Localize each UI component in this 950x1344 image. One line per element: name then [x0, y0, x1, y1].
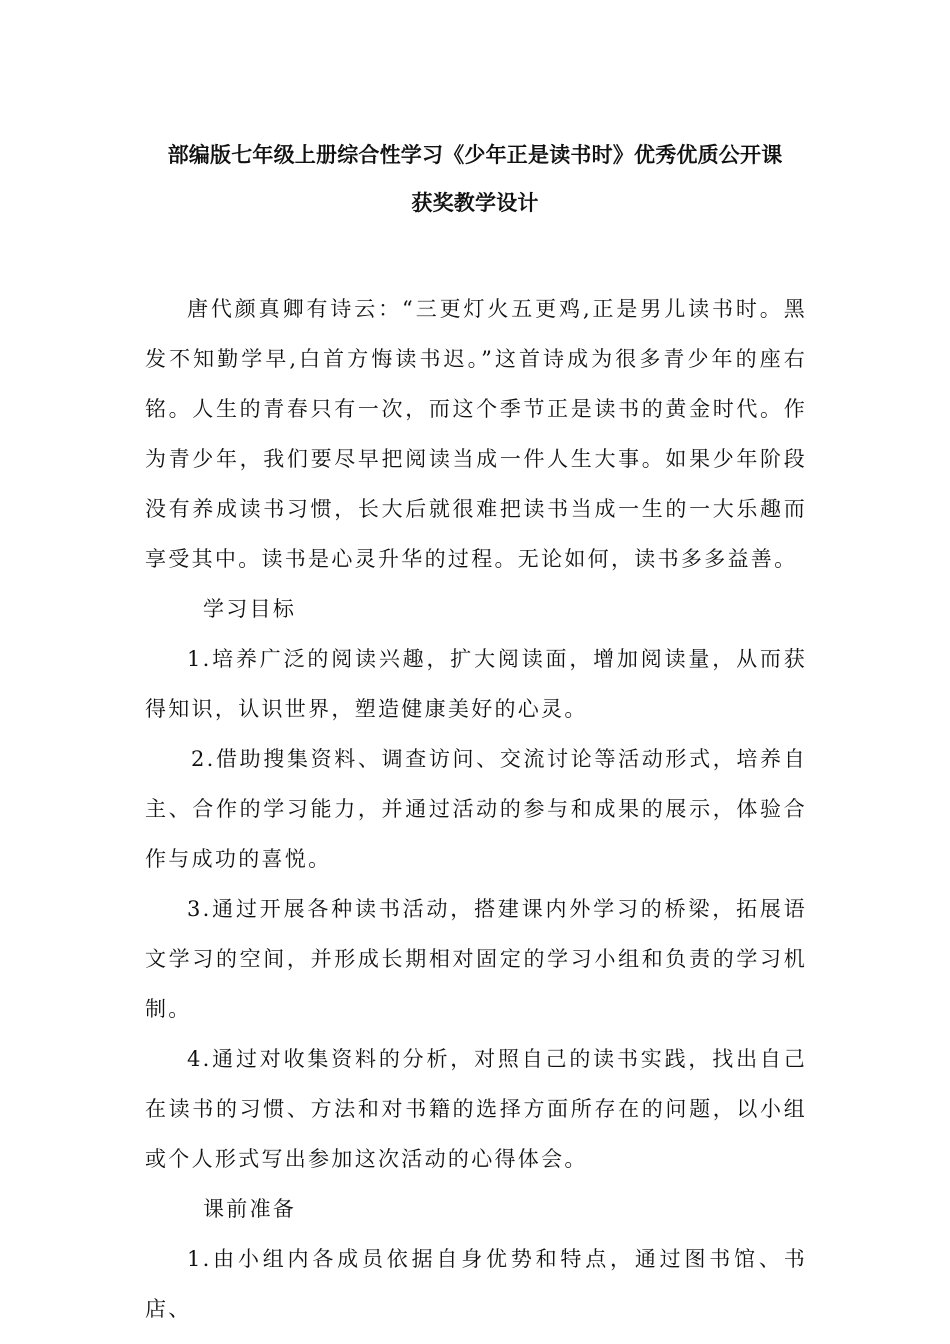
- section-heading-preparation: 课前准备: [203, 1197, 297, 1221]
- title-line-2: 获奖教学设计: [411, 191, 539, 215]
- intro-paragraph: 唐代颜真卿有诗云：“三更灯火五更鸡,正是男儿读书时。黑发不知勤学早,白首方悔读书迟。”这首诗成为很多青少年的座右铭。人生的青春只有一次，而这个季节正是读书的黄金时代。作为青少年，我们要尽早把阅读当成一件人生大事。如果少年阶段没有养成读书习惯，长大后就很难把读书当成一生的一大乐趣而享受其中。读书是心灵升华的过程。无论如何，读书多多益善。: [145, 297, 807, 571]
- section-heading-objectives: 学习目标: [203, 597, 297, 621]
- document-title: [145, 131, 805, 227]
- objective-item-3: 3.通过开展各种读书活动，搭建课内外学习的桥梁，拓展语文学习的空间，并形成长期相对固定的学习小组和负责的学习机制。: [145, 897, 807, 1021]
- preparation-item-1: 1.由小组内各成员依据自身优势和特点，通过图书馆、书店、: [145, 1247, 807, 1321]
- document-body: [145, 284, 807, 1334]
- objective-item-4: 4.通过对收集资料的分析，对照自己的读书实践，找出自己在读书的习惯、方法和对书籍的选择方面所存在的问题，以小组或个人形式写出参加这次活动的心得体会。: [145, 1047, 807, 1171]
- title-line-1: 部编版七年级上册综合性学习《少年正是读书时》优秀优质公开课: [167, 143, 783, 167]
- objective-item-2: 2.借助搜集资料、调查访问、交流讨论等活动形式，培养自主、合作的学习能力，并通过活动的参与和成果的展示，体验合作与成功的喜悦。: [145, 747, 807, 871]
- objective-item-1: 1.培养广泛的阅读兴趣，扩大阅读面，增加阅读量，从而获得知识，认识世界，塑造健康美好的心灵。: [145, 647, 807, 721]
